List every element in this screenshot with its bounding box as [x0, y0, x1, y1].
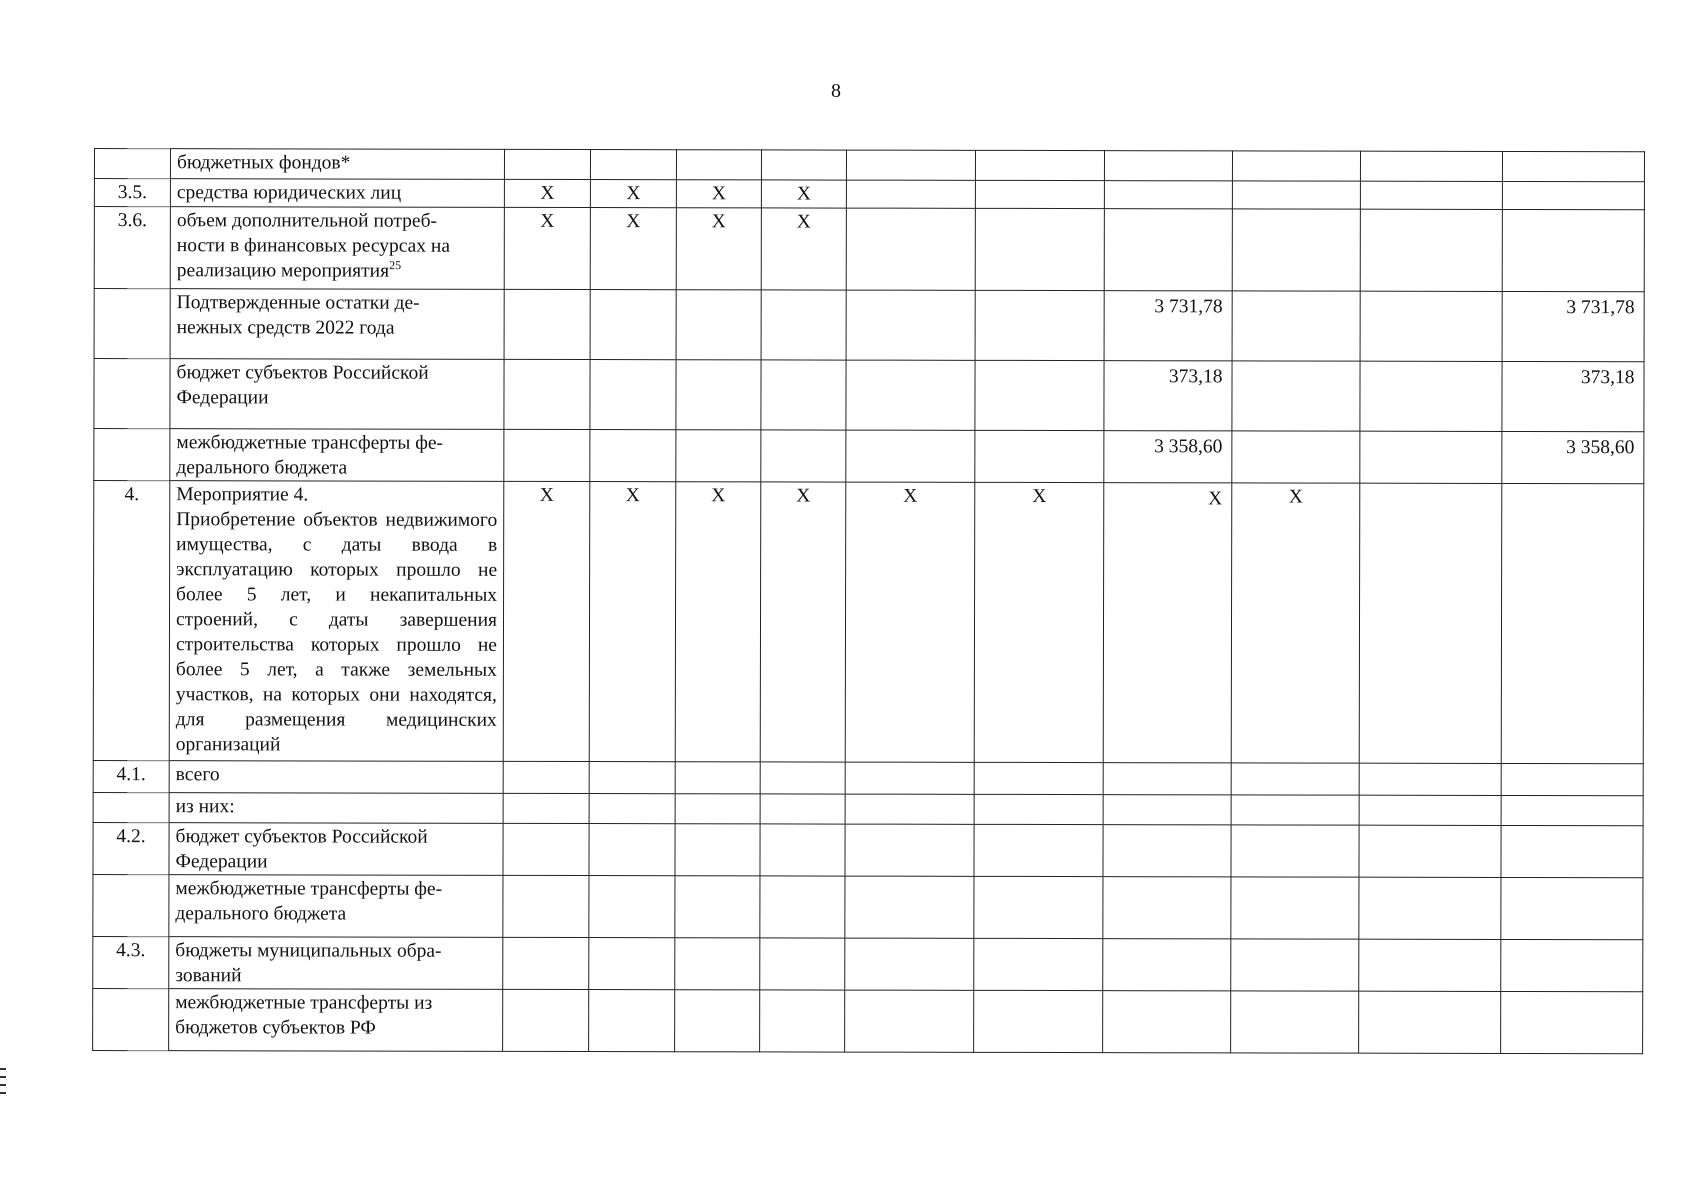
- table-cell: [503, 937, 589, 989]
- row-name: межбюджетные трансферты фе- дерального бюджета: [169, 875, 503, 938]
- table-row: [94, 429, 1644, 484]
- row-name: бюджеты муниципальных обра- зований: [169, 937, 503, 990]
- table-cell: [1501, 763, 1643, 795]
- table-cell: X: [676, 180, 761, 208]
- table-cell: [1232, 291, 1360, 361]
- table-cell: [1231, 939, 1359, 991]
- table-cell: [675, 762, 760, 794]
- table-cell: [845, 990, 974, 1052]
- table-cell: [1232, 151, 1360, 181]
- table-cell: [1104, 209, 1232, 291]
- row-name: межбюджетные трансферты фе- дерального бюджета: [170, 429, 504, 482]
- table-cell: [975, 430, 1104, 482]
- table-cell: [589, 794, 675, 824]
- table-cell: [504, 289, 590, 359]
- row-number: [94, 149, 170, 179]
- table-row: [94, 207, 1644, 292]
- table-cell: [1359, 763, 1501, 795]
- table-cell: X: [504, 179, 590, 207]
- table-cell: [845, 824, 974, 876]
- table-cell: [975, 150, 1104, 180]
- table-cell: [974, 824, 1103, 876]
- row-number: [94, 359, 170, 429]
- table-cell: [503, 761, 589, 793]
- table-cell: [975, 180, 1104, 208]
- table-cell: [1360, 209, 1502, 291]
- table-cell: [1103, 877, 1231, 939]
- table-cell: [1103, 991, 1231, 1053]
- table-row: [93, 760, 1643, 795]
- page-number: 8: [831, 80, 841, 102]
- row-name: [169, 481, 504, 762]
- table-cell: [975, 290, 1104, 360]
- row-name: всего: [169, 761, 503, 794]
- table-cell: [1104, 181, 1232, 209]
- row-number: [93, 874, 169, 936]
- table-cell: [1501, 795, 1643, 825]
- row-number: [93, 792, 169, 822]
- table-cell: [1231, 763, 1359, 795]
- table-body: [93, 149, 1645, 1054]
- row-name: из них:: [169, 793, 503, 824]
- table-cell: 3 358,60: [1502, 431, 1644, 483]
- table-cell: [1359, 825, 1501, 877]
- table-cell: 373,18: [1104, 361, 1232, 431]
- table-cell: [846, 430, 975, 482]
- table-cell: [846, 290, 975, 360]
- table-cell: [1232, 209, 1360, 291]
- table-cell: [974, 990, 1103, 1052]
- row-number: 3.5.: [94, 179, 170, 207]
- table-row: [93, 792, 1643, 825]
- table-cell: [1231, 991, 1359, 1053]
- table-cell: [504, 429, 590, 481]
- table-cell: [1360, 431, 1502, 483]
- table-cell: [589, 824, 675, 876]
- table-cell: [676, 360, 761, 430]
- table-cell: [1502, 181, 1644, 209]
- table-cell: 3 731,78: [1104, 291, 1232, 361]
- table-cell: X: [589, 482, 676, 762]
- table-cell: [589, 990, 675, 1052]
- table-cell: [845, 938, 974, 990]
- table-cell: [975, 208, 1104, 290]
- table-cell: X: [845, 482, 975, 762]
- table-cell: [1359, 877, 1501, 939]
- row-number: 4.1.: [93, 760, 169, 792]
- table-cell: X: [675, 482, 761, 762]
- table-cell: [1231, 877, 1359, 939]
- table-cell: X: [761, 208, 846, 290]
- table-cell: [760, 762, 845, 794]
- table-cell: [1502, 151, 1644, 181]
- table-cell: [846, 360, 975, 430]
- table-cell: [1360, 361, 1502, 431]
- table-cell: 3 358,60: [1104, 431, 1232, 483]
- row-number: [94, 429, 170, 481]
- row-number: 3.6.: [94, 207, 170, 289]
- table-cell: [1232, 431, 1360, 483]
- table-cell: [676, 290, 761, 360]
- table-cell: [760, 876, 845, 938]
- table-cell: [1104, 151, 1232, 181]
- budget-table: [92, 148, 1645, 1054]
- table-cell: [1232, 181, 1360, 209]
- table-cell: [675, 938, 760, 990]
- row-name: бюджет субъектов Российской Федерации: [169, 823, 503, 876]
- table-row: [93, 822, 1643, 877]
- table-cell: X: [1231, 483, 1360, 763]
- table-cell: X: [1103, 483, 1232, 763]
- table-cell: [504, 149, 590, 179]
- table-cell: [590, 150, 676, 180]
- table-cell: [1360, 181, 1502, 209]
- table-cell: [760, 990, 845, 1052]
- table-cell: [503, 793, 589, 823]
- table-cell: X: [503, 481, 590, 761]
- table-cell: X: [590, 180, 676, 208]
- table-cell: [1103, 763, 1231, 795]
- table-cell: X: [590, 208, 676, 290]
- table-row: [93, 936, 1643, 991]
- table-cell: [845, 762, 974, 794]
- table-cell: [675, 794, 760, 824]
- table-cell: [760, 938, 845, 990]
- table-row: [93, 481, 1644, 764]
- row-name: средства юридических лиц: [170, 179, 504, 208]
- table-cell: [1231, 795, 1359, 825]
- table-cell: [1501, 825, 1643, 877]
- table-cell: [760, 794, 845, 824]
- row-number: 4.: [93, 481, 170, 761]
- table-cell: [676, 150, 761, 180]
- table-cell: [675, 990, 760, 1052]
- table-cell: [761, 360, 846, 430]
- table-cell: [1103, 939, 1231, 991]
- table-cell: [761, 150, 846, 180]
- table-cell: [676, 430, 761, 482]
- row-number: [94, 289, 170, 359]
- row-number: 4.3.: [93, 936, 169, 988]
- table-cell: [590, 430, 676, 482]
- table-cell: [1502, 209, 1644, 291]
- table-cell: [503, 875, 589, 937]
- measure-title: Мероприятие 4.: [176, 484, 309, 506]
- table-cell: [845, 794, 974, 824]
- table-row: [93, 988, 1643, 1053]
- table-cell: [975, 360, 1104, 430]
- table-cell: [1359, 483, 1502, 763]
- table-cell: [846, 208, 975, 290]
- table-cell: [974, 876, 1103, 938]
- row-name-text: объем дополнительной потреб- ности в финансовых ресурсах на реализацию мероприятия: [176, 210, 451, 282]
- table-cell: 3 731,78: [1502, 291, 1644, 361]
- table-cell: [1501, 877, 1643, 939]
- table-cell: X: [676, 208, 761, 290]
- table-cell: [761, 430, 846, 482]
- measure-description: Приобретение объектов недвижимого имущества, с даты ввода в эксплуатацию которых прошло не более 5 лет, и некапитальных строений, с даты завершения строительства которых прошло не более 5 лет, а также земельных участков, на которых они находятся, для размещения медицинских организаций: [175, 509, 498, 756]
- table-cell: [1501, 483, 1644, 763]
- table-cell: X: [761, 180, 846, 208]
- table-cell: [974, 794, 1103, 824]
- table-cell: [760, 824, 845, 876]
- table-cell: [1359, 795, 1501, 825]
- row-name: межбюджетные трансферты из бюджетов субъектов РФ: [169, 989, 503, 1052]
- scan-edge-marks: [0, 1068, 6, 1100]
- table-cell: [761, 290, 846, 360]
- row-name: [170, 207, 504, 290]
- table-cell: [589, 938, 675, 990]
- table-cell: [1103, 795, 1231, 825]
- table-cell: [1360, 151, 1502, 181]
- table-cell: 373,18: [1502, 361, 1644, 431]
- table-row: [94, 179, 1644, 210]
- table-cell: [846, 150, 975, 180]
- table-row: [94, 149, 1644, 182]
- table-cell: [845, 876, 974, 938]
- table-cell: [1501, 991, 1643, 1053]
- table-cell: [590, 290, 676, 360]
- table-cell: X: [504, 207, 590, 289]
- table-row: [94, 289, 1644, 362]
- table-cell: [589, 876, 675, 938]
- row-name: бюджетных фондов*: [170, 149, 504, 180]
- table-cell: [675, 824, 760, 876]
- row-name: Подтвержденные остатки де- нежных средств 2022 года: [170, 289, 504, 360]
- table-cell: [1359, 939, 1501, 991]
- table-cell: X: [760, 482, 846, 762]
- table-cell: [974, 762, 1103, 794]
- table-cell: [1360, 291, 1502, 361]
- table-row: [93, 874, 1643, 939]
- table-cell: [589, 762, 675, 794]
- table-cell: [590, 360, 676, 430]
- table-cell: [503, 823, 589, 875]
- table-row: [94, 359, 1644, 432]
- table-cell: [974, 938, 1103, 990]
- row-number: [93, 988, 169, 1050]
- table-cell: [675, 876, 760, 938]
- table-cell: X: [974, 482, 1104, 762]
- table-cell: [504, 359, 590, 429]
- footnote-ref: 25: [389, 258, 402, 273]
- table-cell: [1103, 825, 1231, 877]
- row-number: 4.2.: [93, 822, 169, 874]
- table-cell: [1231, 825, 1359, 877]
- row-name: бюджет субъектов Российской Федерации: [170, 359, 504, 430]
- table-cell: [1501, 939, 1643, 991]
- table-cell: [503, 989, 589, 1051]
- table-cell: [1232, 361, 1360, 431]
- table-cell: [1359, 991, 1501, 1053]
- table-cell: [846, 180, 975, 208]
